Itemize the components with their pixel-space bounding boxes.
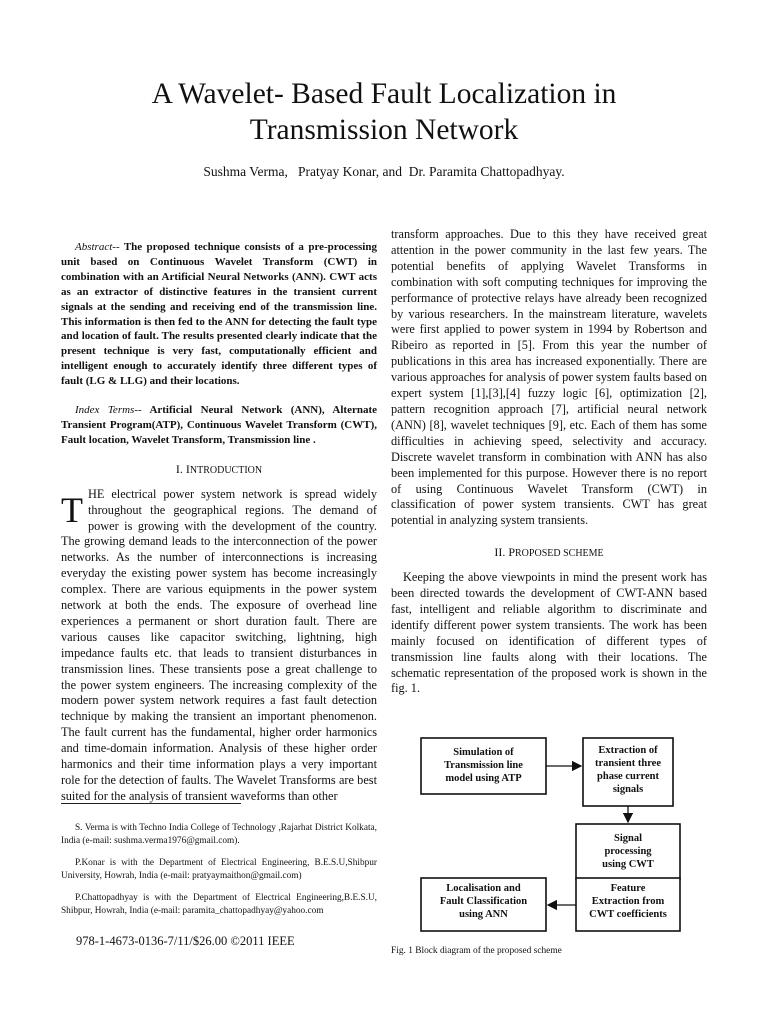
- section-heading-proposed-scheme: II. PROPOSED SCHEME: [494, 545, 604, 560]
- diagram-label-line: Simulation of: [453, 747, 514, 758]
- introduction-paragraph: [61, 487, 377, 805]
- footnote-author-2: P.Konar is with the Department of Electrical Engineering, B.E.S.U,Shibpur University, Howrah, India (e-mail: pratyaymaithon@gmail.com): [61, 858, 377, 881]
- index-terms-text: Artificial Neural Network (ANN), Alternate Transient Program(ATP), Continuous Wavelet Transform (CWT), Fault location, Wavelet Transform, Transmission line .: [61, 404, 378, 446]
- proposed-scheme-paragraph: Keeping the above viewpoints in mind the present work has been directed towards the development of CWT-ANN based fast, intelligent and reliable algorithm to discriminate and identify different power system transients. The work has been mainly focused on identification of different types of transmission line faults along with their locations. The schematic representation of the proposed work is shown in the fig. 1.: [391, 570, 707, 696]
- section-heading-introduction: I. INTRODUCTION: [175, 461, 263, 476]
- diagram-label-line: Fault Classification: [439, 896, 528, 907]
- diagram-label-line: Extraction of: [598, 745, 658, 756]
- diagram-label-line: Transmission line: [444, 760, 523, 771]
- diagram-label-line: transient three: [595, 758, 661, 769]
- abstract: [61, 240, 377, 389]
- diagram-label-line: Signal: [613, 833, 643, 844]
- title-line-2: Transmission Network: [249, 114, 519, 146]
- title-line-1: A Wavelet- Based Fault Localization in: [151, 78, 617, 110]
- figure-caption: Fig. 1 Block diagram of the proposed scheme: [391, 946, 562, 956]
- abstract-label: Abstract--: [75, 241, 120, 253]
- index-terms-label: Index Terms--: [75, 404, 142, 417]
- diagram-label-line: Extraction from: [591, 896, 665, 907]
- introduction-text: HE electrical power system network is spread widely throughout the geographical regions. The demand of power is growing with the development of the country. The growing demand leads to the interconnection of the power networks. As the number of interconnections is increasing everyday the existing power system has become increasingly complex. There are various equipments in the power system network at both the ends. The exposure of overhead line experiences a permanent or short duration fault. There are various causes like capacitor switching, lightning, high impedance faults etc. that leads to transient disturbances in transmission lines. These transients pose a great challenge to the power system engineers. The increasing complexity of the modern power system network requires a fast fault detection technique by making the transient an important phenomenon. The fault current has the fundamental, higher order harmonics and time-domain information. Analysis of these higher order harmonics and their time information plays a very important role for the detection of faults. The Wavelet Transforms are best suited for the analysis of transient waveforms than other: [61, 486, 377, 803]
- drop-cap: T: [61, 489, 83, 530]
- diagram-label-line: phase current: [597, 771, 659, 782]
- footnotes: [61, 822, 377, 927]
- copyright-notice: 978-1-4673-0136-7/11/$26.00 ©2011 IEEE: [76, 934, 295, 948]
- abstract-text: The proposed technique consists of a pre-processing unit based on Continuous Wavelet Transform (CWT) in combination with an Artificial Neural Networks (ANN). CWT acts as an extractor of distinctive features in the transient current signals at the sending and receiving end of the transmission line. This information is then fed to the ANN for detecting the fault type and location of fault. The results presented clearly indicate that the present technique is very fast, computationally efficient and intelligent enough to accurately identify three different types of fault (LG & LLG) and their locations.: [61, 241, 377, 388]
- diagram-box-simulation: [421, 738, 546, 794]
- paper-title: [0, 76, 768, 148]
- index-terms: [61, 403, 377, 448]
- diagram-box-extraction: [583, 738, 673, 806]
- block-diagram: [391, 735, 711, 945]
- footnote-author-1: S. Verma is with Techno India College of Technology ,Rajarhat District Kolkata, India (e-mail: sushma.verma1976@gmail.com).: [61, 823, 377, 846]
- diagram-label-line: signals: [612, 784, 644, 795]
- footnote-author-3: P.Chattopadhyay is with the Department of Electrical Engineering,B.E.S.U, Shibpur, Howrah, India (e-mail: paramita_chattopadhyay@yahoo.com: [61, 893, 377, 916]
- left-column: [61, 240, 377, 805]
- diagram-label-line: CWT coefficients: [589, 909, 667, 920]
- right-column: [391, 227, 707, 697]
- introduction-continued: transform approaches. Due to this they have received great attention in the power community in the last few years. The potential benefits of applying Wavelet Transforms in combination with soft computing techniques for improving the performance of protective relays have already been recognized by various researchers. In the mainstream literature, wavelets were first applied to power system in 1994 by Robertson and Ribeiro as reported in [5]. From this year the number of publications in this area has increased exponentially. There are various approaches for analysis of power system faults based on expert system [1],[3],[4] fuzzy logic [6], optimization [2], pattern recognition approach [7], artificial neural network (ANN) [8], wavelet techniques [9], etc. Each of them has some difficulties in achieving speed, selectivity and accuracy. Discrete wavelet transform in combination with ANN has also been implemented for this purpose. However there is no report of using Continuous Wavelet Transform (CWT) in classification of power system transients. CWT has great potential in analyzing system transients.: [391, 227, 707, 528]
- diagram-box-ann: [421, 878, 546, 931]
- diagram-label-line: model using ATP: [445, 773, 522, 784]
- diagram-label-line: using CWT: [602, 859, 654, 870]
- author-list: Sushma Verma, Pratyay Konar, and Dr. Paramita Chattopadhyay.: [203, 164, 565, 179]
- diagram-label-line: Feature: [610, 883, 646, 894]
- diagram-label-line: Localisation and: [446, 883, 521, 894]
- diagram-box-feature-extraction: [576, 878, 680, 931]
- svg-text:Simulation ofTransmission line: [444, 747, 523, 784]
- diagram-label-line: using ANN: [459, 909, 508, 920]
- diagram-box-signal-processing: [576, 824, 680, 879]
- footnote-divider: [61, 803, 241, 804]
- diagram-label-line: processing: [604, 846, 652, 857]
